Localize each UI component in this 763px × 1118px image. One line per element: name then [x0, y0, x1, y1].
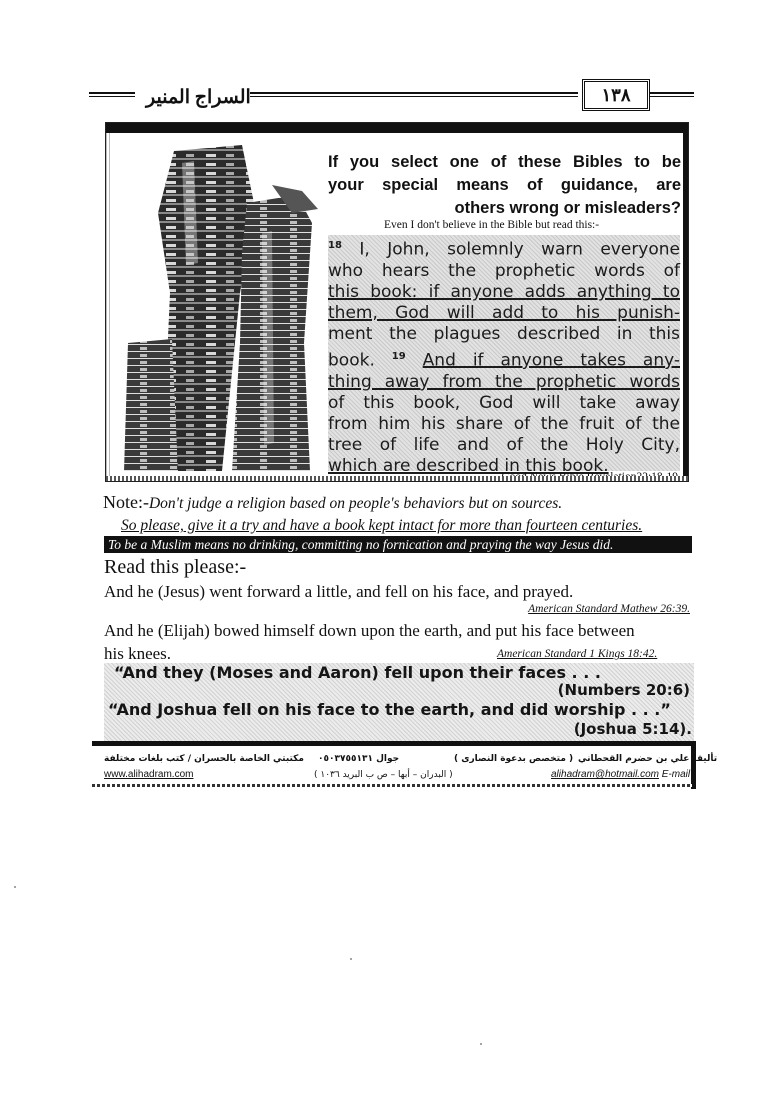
jesus-verse: And he (Jesus) went forward a little, and fell on his face, and prayed.: [104, 582, 574, 601]
footer-email-address[interactable]: alihadram@hotmail.com: [551, 769, 659, 780]
joshua-verse: “And Joshua fell on his face to the earth, and did worship . . .”: [108, 700, 671, 719]
moses-joshua-verses: [104, 663, 694, 741]
scan-speck: [480, 1043, 482, 1045]
header-rule-left: [89, 92, 135, 97]
elijah-verse-line-1: And he (Elijah) bowed himself down upon the earth, and put his face between: [104, 621, 635, 640]
verse-text: thing away from the prophetic words: [328, 371, 680, 392]
verse-text: I, John, solemnly warn everyone: [359, 239, 680, 260]
scan-speck: [14, 886, 16, 888]
numbers-reference: (Numbers 20:6): [557, 681, 690, 699]
verse-line: of this book, God will take away: [328, 392, 680, 413]
note: [103, 492, 562, 513]
verse-line: [328, 346, 680, 372]
header-rule-middle: [250, 92, 578, 97]
bible-figure-box: [105, 122, 689, 482]
footer-library: مكتبتي الخاصة بالحسران / كتب بلغات مختلفة: [104, 754, 304, 764]
footer-email-label: E-mail: [661, 769, 691, 780]
matthew-reference: American Standard Mathew 26:39.: [528, 603, 690, 615]
header-rule-right: [650, 92, 694, 97]
verse-number: 19: [391, 350, 406, 362]
book-title: السراج المنير: [146, 87, 251, 108]
figure-bottom-border: [106, 476, 688, 481]
question-line-3: others wrong or misleaders?: [454, 199, 681, 217]
verse-line: who hears the prophetic words of: [328, 260, 680, 281]
verse-line: from him his share of the fruit of the: [328, 413, 680, 434]
joshua-reference: (Joshua 5:14).: [573, 720, 692, 738]
footer-po-box: ( البدران – أبها – ص ب البريد ١٠٣٦ ): [314, 770, 453, 780]
footer-email: [551, 769, 690, 780]
page-number: ١٣٨: [582, 79, 650, 111]
figure-left-border: [106, 133, 112, 481]
scan-speck: [350, 958, 352, 960]
please-text: So please, give it a try and have a book kept intact for more than fourteen centuries.: [121, 517, 643, 534]
verse-number: 18: [328, 240, 342, 251]
muslim-definition-bar: To be a Muslim means no drinking, committing no fornication and praying the way Jesus did.: [104, 536, 692, 553]
verse-line: [328, 303, 680, 324]
figure-top-border: [106, 123, 688, 133]
footer-phone: جوال ٠٥٠٣٧٥٥١٣١: [318, 754, 400, 764]
verse-text: And if anyone takes any-: [422, 350, 680, 371]
read-heading: Read this please:-: [104, 556, 247, 578]
footer-author: تأليف علي بن حضرم القحطاني: [578, 754, 718, 764]
moses-verse: “And they (Moses and Aaron) fell upon their faces . . .: [114, 663, 601, 682]
verse-text: them, God will add to his punish-: [328, 303, 680, 324]
verse-text: which are described in this book.: [328, 456, 609, 477]
elijah-verse-line-2: his knees.: [104, 644, 172, 663]
footer-top-border: [92, 741, 696, 746]
intro-text: Even I don't believe in the Bible but read this:-: [384, 219, 600, 231]
verse-line: [328, 282, 680, 303]
question-line-1: If you select one of these Bibles to be: [328, 153, 681, 171]
bible-stack-image: [122, 143, 332, 473]
note-text: Don't judge a religion based on people's behaviors but on sources.: [148, 495, 563, 512]
kings-reference: American Standard 1 Kings 18:42.: [497, 648, 658, 660]
verse-line: [328, 235, 680, 261]
figure-right-border: [683, 123, 688, 481]
question-line-2: your special means of guidance, are: [328, 176, 681, 194]
verse-text: this book: if anyone adds anything to: [328, 282, 680, 303]
footer-right-border: [691, 741, 696, 789]
verse-line: tree of life and of the Holy City,: [328, 435, 680, 456]
footer-website[interactable]: www.alihadram.com: [104, 769, 194, 780]
footer-bottom-border: [92, 784, 692, 787]
note-label: Note:-: [103, 492, 149, 512]
bible-question: [328, 151, 681, 220]
footer-society: ( متخصص بدعوة النصارى ): [454, 754, 574, 764]
verse-line: [328, 372, 680, 393]
verse-text: book.: [328, 350, 375, 371]
revelation-verse: [328, 235, 680, 477]
verse-line: ment the plagues described in this: [328, 324, 680, 345]
